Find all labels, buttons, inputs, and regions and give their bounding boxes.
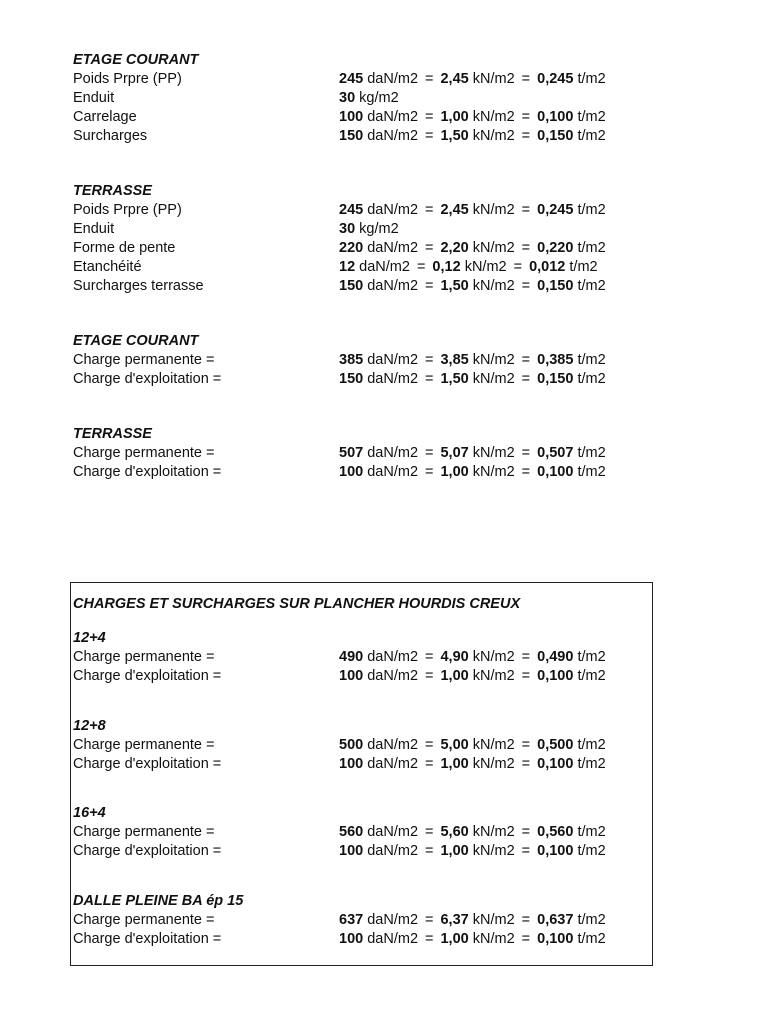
- row-values: 12 daN/m2 = 0,12 kN/m2 = 0,012 t/m2: [339, 259, 598, 275]
- row-label: Charge permanente =: [73, 737, 215, 753]
- row-label: Carrelage: [73, 109, 137, 125]
- row-label: Charge d'exploitation =: [73, 464, 222, 480]
- row-values: 500 daN/m2 = 5,00 kN/m2 = 0,500 t/m2: [339, 737, 606, 753]
- row-values: 100 daN/m2 = 1,00 kN/m2 = 0,100 t/m2: [339, 668, 606, 684]
- row-values: 507 daN/m2 = 5,07 kN/m2 = 0,507 t/m2: [339, 445, 606, 461]
- group-title-12-4: 12+4: [73, 630, 106, 646]
- row-label: Charge permanente =: [73, 352, 215, 368]
- row-label: Surcharges: [73, 128, 148, 144]
- row-label: Enduit: [73, 221, 115, 237]
- table-row: [73, 371, 673, 390]
- table-row: [73, 756, 673, 775]
- row-label: Charge d'exploitation =: [73, 756, 222, 772]
- table-row: [73, 824, 673, 843]
- row-label: Charge permanente =: [73, 649, 215, 665]
- table-row: [73, 668, 673, 687]
- row-values: 30 kg/m2: [339, 90, 399, 106]
- table-row: [73, 71, 673, 90]
- table-row: [73, 128, 673, 147]
- row-values: 637 daN/m2 = 6,37 kN/m2 = 0,637 t/m2: [339, 912, 606, 928]
- row-label: Charge d'exploitation =: [73, 668, 222, 684]
- table-row: [73, 90, 673, 109]
- row-values: 100 daN/m2 = 1,00 kN/m2 = 0,100 t/m2: [339, 843, 606, 859]
- row-label: Etanchéité: [73, 259, 142, 275]
- row-values: 150 daN/m2 = 1,50 kN/m2 = 0,150 t/m2: [339, 128, 606, 144]
- table-row: [73, 352, 673, 371]
- row-values: 385 daN/m2 = 3,85 kN/m2 = 0,385 t/m2: [339, 352, 606, 368]
- row-values: 245 daN/m2 = 2,45 kN/m2 = 0,245 t/m2: [339, 202, 606, 218]
- row-values: 100 daN/m2 = 1,00 kN/m2 = 0,100 t/m2: [339, 109, 606, 125]
- row-label: Charge permanente =: [73, 445, 215, 461]
- table-row: [73, 109, 673, 128]
- row-label: Charge d'exploitation =: [73, 931, 222, 947]
- table-row: [73, 737, 673, 756]
- row-label: Enduit: [73, 90, 115, 106]
- section-title-terrasse-summary: TERRASSE: [73, 426, 152, 442]
- table-row: [73, 445, 673, 464]
- row-values: 100 daN/m2 = 1,00 kN/m2 = 0,100 t/m2: [339, 931, 606, 947]
- group-title-12-8: 12+8: [73, 718, 106, 734]
- row-label: Charge d'exploitation =: [73, 371, 222, 387]
- table-row: [73, 649, 673, 668]
- row-label: Charge permanente =: [73, 824, 215, 840]
- table-row: [73, 202, 673, 221]
- row-values: 560 daN/m2 = 5,60 kN/m2 = 0,560 t/m2: [339, 824, 606, 840]
- box-title: CHARGES ET SURCHARGES SUR PLANCHER HOURDIS CREUX: [73, 596, 521, 612]
- row-label: Forme de pente: [73, 240, 176, 256]
- row-values: 100 daN/m2 = 1,00 kN/m2 = 0,100 t/m2: [339, 464, 606, 480]
- table-row: [73, 843, 673, 862]
- row-values: 30 kg/m2: [339, 221, 399, 237]
- table-row: [73, 240, 673, 259]
- row-label: Surcharges terrasse: [73, 278, 204, 294]
- section-title-etage-courant-summary: ETAGE COURANT: [73, 333, 199, 349]
- row-values: 150 daN/m2 = 1,50 kN/m2 = 0,150 t/m2: [339, 278, 606, 294]
- row-label: Charge d'exploitation =: [73, 843, 222, 859]
- row-label: Poids Prpre (PP): [73, 202, 182, 218]
- table-row: [73, 221, 673, 240]
- row-values: 490 daN/m2 = 4,90 kN/m2 = 0,490 t/m2: [339, 649, 606, 665]
- section-title-terrasse: TERRASSE: [73, 183, 152, 199]
- row-values: 100 daN/m2 = 1,00 kN/m2 = 0,100 t/m2: [339, 756, 606, 772]
- row-values: 150 daN/m2 = 1,50 kN/m2 = 0,150 t/m2: [339, 371, 606, 387]
- section-title-etage-courant: ETAGE COURANT: [73, 52, 199, 68]
- row-label: Charge permanente =: [73, 912, 215, 928]
- row-label: Poids Prpre (PP): [73, 71, 182, 87]
- group-title-16-4: 16+4: [73, 805, 106, 821]
- table-row: [73, 278, 673, 297]
- table-row: [73, 259, 673, 278]
- row-values: 245 daN/m2 = 2,45 kN/m2 = 0,245 t/m2: [339, 71, 606, 87]
- table-row: [73, 464, 673, 483]
- row-values: 220 daN/m2 = 2,20 kN/m2 = 0,220 t/m2: [339, 240, 606, 256]
- table-row: [73, 912, 673, 931]
- group-title-dalle-pleine: DALLE PLEINE BA ép 15: [73, 893, 244, 909]
- table-row: [73, 931, 673, 950]
